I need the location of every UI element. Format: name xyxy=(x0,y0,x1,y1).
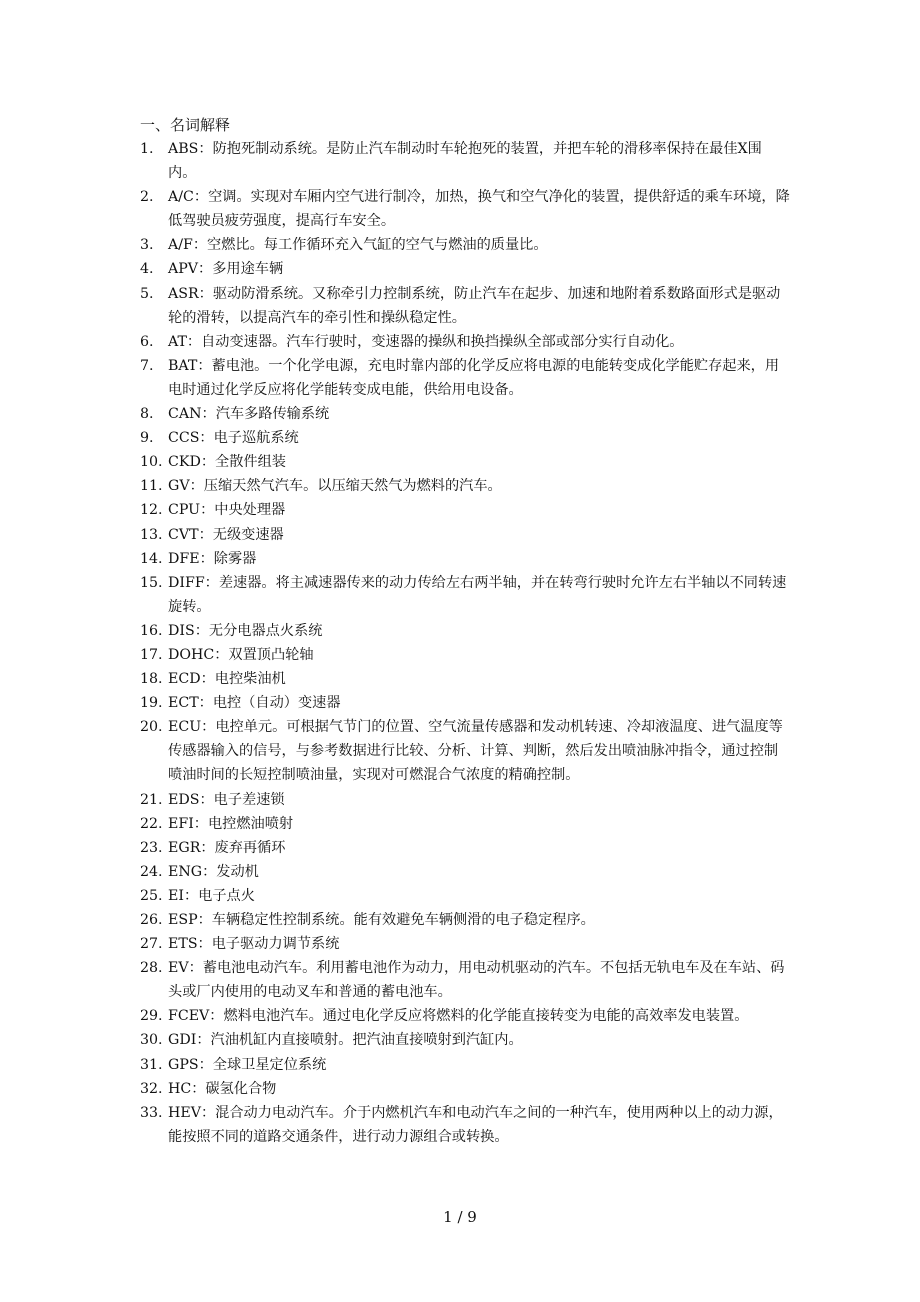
list-item xyxy=(140,932,790,956)
item-number: 13. xyxy=(140,526,163,543)
item-number: 12. xyxy=(140,502,163,519)
item-text: A/F：空燃比。每工作循环充入气缸的空气与燃油的质量比。 xyxy=(168,237,548,254)
item-text: EV：蓄电池电动汽车。利用蓄电池作为动力，用电动机驱动的汽车。不包括无轨电车及在车站、码头或厂内使用的电动叉车和普通的蓄电池车。 xyxy=(168,960,785,1001)
list-item xyxy=(140,691,790,715)
list-item xyxy=(140,884,790,908)
item-number: 10. xyxy=(140,454,163,471)
item-text: CKD：全散件组装 xyxy=(168,454,286,471)
list-item xyxy=(140,1004,790,1028)
list-item xyxy=(140,547,790,571)
item-number: 9. xyxy=(140,430,154,447)
list-item xyxy=(140,1053,790,1077)
page-number: 1 / 9 xyxy=(443,1208,477,1226)
item-number: 11. xyxy=(140,478,163,495)
list-item xyxy=(140,233,790,257)
item-number: 21. xyxy=(140,791,163,808)
item-text: BAT：蓄电池。一个化学电源，充电时靠内部的化学反应将电源的电能转变成化学能贮存起来，用电时通过化学反应将化学能转变成电能，供给用电设备。 xyxy=(168,357,780,398)
item-text: HC：碳氢化合物 xyxy=(168,1080,277,1097)
item-number: 18. xyxy=(140,671,163,688)
item-number: 28. xyxy=(140,960,163,977)
item-text: ECT：电控（自动）变速器 xyxy=(168,695,341,712)
item-text: EDS：电子差速锁 xyxy=(168,791,285,808)
list-item xyxy=(140,257,790,281)
item-text: EFI：电控燃油喷射 xyxy=(168,815,294,832)
item-number: 27. xyxy=(140,936,163,953)
item-text: GV：压缩天然气汽车。以压缩天然气为燃料的汽车。 xyxy=(168,478,502,495)
list-item xyxy=(140,788,790,812)
list-item xyxy=(140,836,790,860)
item-text: ESP：车辆稳定性控制系统。能有效避免车辆侧滑的电子稳定程序。 xyxy=(168,912,595,928)
list-item xyxy=(140,282,790,330)
list-item xyxy=(140,474,790,498)
item-number: 30. xyxy=(140,1032,163,1049)
list-item xyxy=(140,354,790,402)
list-item xyxy=(140,908,790,932)
list-item xyxy=(140,812,790,836)
item-number: 29. xyxy=(140,1008,163,1025)
list-item xyxy=(140,523,790,547)
item-number: 32. xyxy=(140,1080,163,1097)
list-item xyxy=(140,571,790,619)
item-text: ASR：驱动防滑系统。又称牵引力控制系统，防止汽车在起步、加速和地附着系数路面形式是驱动轮的滑转，以提高汽车的牵引性和操纵稳定性。 xyxy=(168,285,781,326)
item-number: 26. xyxy=(140,912,163,928)
item-text: GDI：汽油机缸内直接喷射。把汽油直接喷射到汽缸内。 xyxy=(168,1032,523,1049)
item-text: AT：自动变速器。汽车行驶时，变速器的操纵和换挡操纵全部或部分实行自动化。 xyxy=(168,333,684,350)
item-text: EGR：废弃再循环 xyxy=(168,839,286,856)
list-item xyxy=(140,643,790,667)
item-number: 17. xyxy=(140,646,163,663)
item-text: CVT：无级变速器 xyxy=(168,526,284,543)
item-number: 14. xyxy=(140,550,163,567)
item-number: 23. xyxy=(140,839,163,856)
list-item xyxy=(140,450,790,474)
list-item xyxy=(140,1101,790,1149)
item-number: 22. xyxy=(140,815,163,832)
list-item xyxy=(140,715,790,787)
item-number: 25. xyxy=(140,887,163,904)
item-number: 20. xyxy=(140,719,163,736)
list-item xyxy=(140,1028,790,1052)
item-number: 24. xyxy=(140,863,163,880)
item-number: 16. xyxy=(140,622,163,639)
item-text: HEV：混合动力电动汽车。介于内燃机汽车和电动汽车之间的一种汽车，使用两种以上的动力源，能按照不同的道路交通条件，进行动力源组合或转换。 xyxy=(168,1104,783,1145)
item-number: 19. xyxy=(140,695,163,712)
list-item xyxy=(140,426,790,450)
item-number: 3. xyxy=(140,237,154,254)
item-text: EI：电子点火 xyxy=(168,887,255,904)
item-text: ECD：电控柴油机 xyxy=(168,671,286,688)
list-item xyxy=(140,498,790,522)
item-text: FCEV：燃料电池汽车。通过电化学反应将燃料的化学能直接转变为电能的高效率发电装置。 xyxy=(168,1008,749,1025)
list-item xyxy=(140,330,790,354)
list-item xyxy=(140,1077,790,1101)
item-text: CPU：中央处理器 xyxy=(168,502,286,519)
item-number: 5. xyxy=(140,285,154,302)
list-item xyxy=(140,402,790,426)
item-number: 33. xyxy=(140,1104,163,1121)
item-number: 7. xyxy=(140,357,154,374)
item-text: CAN：汽车多路传输系统 xyxy=(168,406,330,423)
item-number: 15. xyxy=(140,574,163,591)
list-item xyxy=(140,185,790,233)
item-text: DFE：除雾器 xyxy=(168,550,257,567)
section-title: 一、名词解释 xyxy=(140,116,231,134)
item-text: DIFF：差速器。将主减速器传来的动力传给左右两半轴，并在转弯行驶时允许左右半轴以不同转速旋转。 xyxy=(168,574,787,615)
item-text: DIS：无分电器点火系统 xyxy=(168,622,323,639)
item-number: 4. xyxy=(140,261,154,278)
item-text: A/C：空调。实现对车厢内空气进行制冷，加热，换气和空气净化的装置，提供舒适的乘车环境，降低驾驶员疲劳强度，提高行车安全。 xyxy=(168,189,790,230)
item-number: 1. xyxy=(140,141,154,157)
list-item xyxy=(140,667,790,691)
item-text: ECU：电控单元。可根据气节门的位置、空气流量传感器和发动机转速、冷却液温度、进气温度等传感器输入的信号，与参考数据进行比较、分析、计算、判断，然后发出喷油脉冲指令，通过控制喷油时间的长短控制喷油量，实现对可燃混合气浓度的精确控制。 xyxy=(168,719,783,784)
item-text: GPS：全球卫星定位系统 xyxy=(168,1056,327,1073)
item-text: ABS：防抱死制动系统。是防止汽车制动时车轮抱死的装置，并把车轮的滑移率保持在最佳X围内。 xyxy=(168,141,762,182)
item-number: 8. xyxy=(140,406,154,423)
item-text: APV：多用途车辆 xyxy=(168,261,284,278)
list-item xyxy=(140,137,790,185)
list-item xyxy=(140,860,790,884)
item-text: DOHC：双置顶凸轮轴 xyxy=(168,646,314,663)
item-number: 2. xyxy=(140,189,154,206)
list-item xyxy=(140,956,790,1004)
item-text: ETS：电子驱动力调节系统 xyxy=(168,936,340,953)
item-text: CCS：电子巡航系统 xyxy=(168,430,299,447)
list-item xyxy=(140,619,790,643)
item-text: ENG：发动机 xyxy=(168,863,259,880)
term-list xyxy=(140,137,790,1149)
item-number: 6. xyxy=(140,333,154,350)
item-number: 31. xyxy=(140,1056,163,1073)
